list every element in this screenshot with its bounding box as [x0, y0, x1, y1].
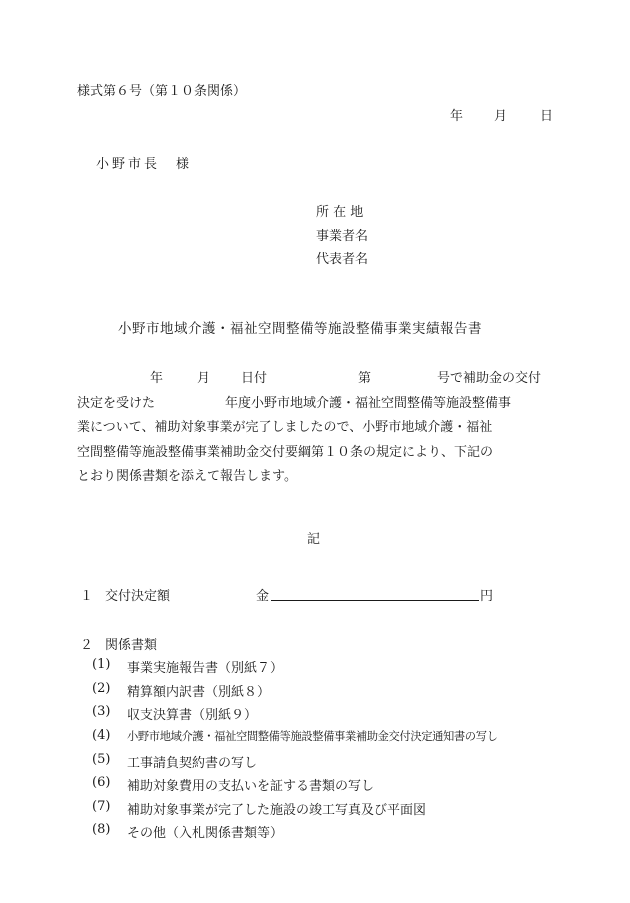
item-number: (8)	[92, 822, 111, 837]
item-number: (3)	[92, 704, 111, 719]
body-line-4: 空間整備等施設整備事業補助金交付要綱第１０条の規定により、下記の	[77, 445, 494, 460]
item-number: (5)	[92, 752, 111, 767]
representative-label: 代表者名	[316, 252, 369, 267]
addressee: 小野市長 様	[96, 157, 193, 172]
item-text: 小野市地域介護・福祉空間整備等施設整備事業補助金交付決定通知書の写し	[127, 730, 498, 743]
body-l1-year: 年	[150, 371, 164, 386]
company-label: 事業者名	[316, 229, 369, 244]
date-day: 日	[540, 109, 554, 124]
item-text: 補助対象事業が完了した施設の竣工写真及び平面図	[127, 803, 427, 818]
section1-suffix: 円	[480, 589, 494, 604]
body-l2-a: 決定を受けた	[77, 396, 156, 411]
item-number: (7)	[92, 799, 111, 814]
form-number: 様式第６号（第１０条関係）	[77, 84, 247, 99]
item-text: 事業実施報告書（別紙７）	[127, 661, 284, 676]
body-l1-day: 日付	[241, 371, 268, 386]
item-number: (1)	[92, 657, 111, 672]
item-number: (2)	[92, 681, 111, 696]
item-text: 工事請負契約書の写し	[127, 756, 258, 771]
body-l1-dai: 第	[358, 371, 372, 386]
body-l2-b: 年度小野市地域介護・福祉空間整備等施設整備事	[225, 396, 512, 411]
body-l1-month: 月	[197, 371, 211, 386]
document-title: 小野市地域介護・福祉空間整備等施設整備事業実績報告書	[118, 321, 482, 337]
date-year: 年	[450, 109, 464, 124]
body-line-5: とおり関係書類を添えて報告します。	[77, 469, 297, 484]
body-line-3: 業について、補助対象事業が完了しましたので、小野市地域介護・福祉	[77, 420, 493, 435]
section2-label: 関係書類	[105, 638, 158, 653]
ki-heading: 記	[307, 532, 321, 547]
section1-prefix: 金	[256, 589, 270, 604]
body-l1-rest: 号で補助金の交付	[437, 371, 542, 386]
item-text: その他（入札関係書類等）	[127, 826, 284, 841]
item-text: 補助対象費用の支払いを証する書類の写し	[127, 779, 375, 794]
amount-underline	[271, 600, 479, 601]
section1-number: １	[80, 589, 94, 604]
item-text: 収支決算書（別紙９）	[127, 708, 258, 723]
item-text: 精算額内訳書（別紙８）	[127, 685, 271, 700]
date-month: 月	[494, 109, 508, 124]
address-label: 所 在 地	[316, 205, 364, 220]
section2-number: ２	[80, 638, 94, 653]
item-number: (6)	[92, 775, 111, 790]
section1-label: 交付決定額	[105, 589, 171, 604]
item-number: (4)	[92, 728, 111, 743]
